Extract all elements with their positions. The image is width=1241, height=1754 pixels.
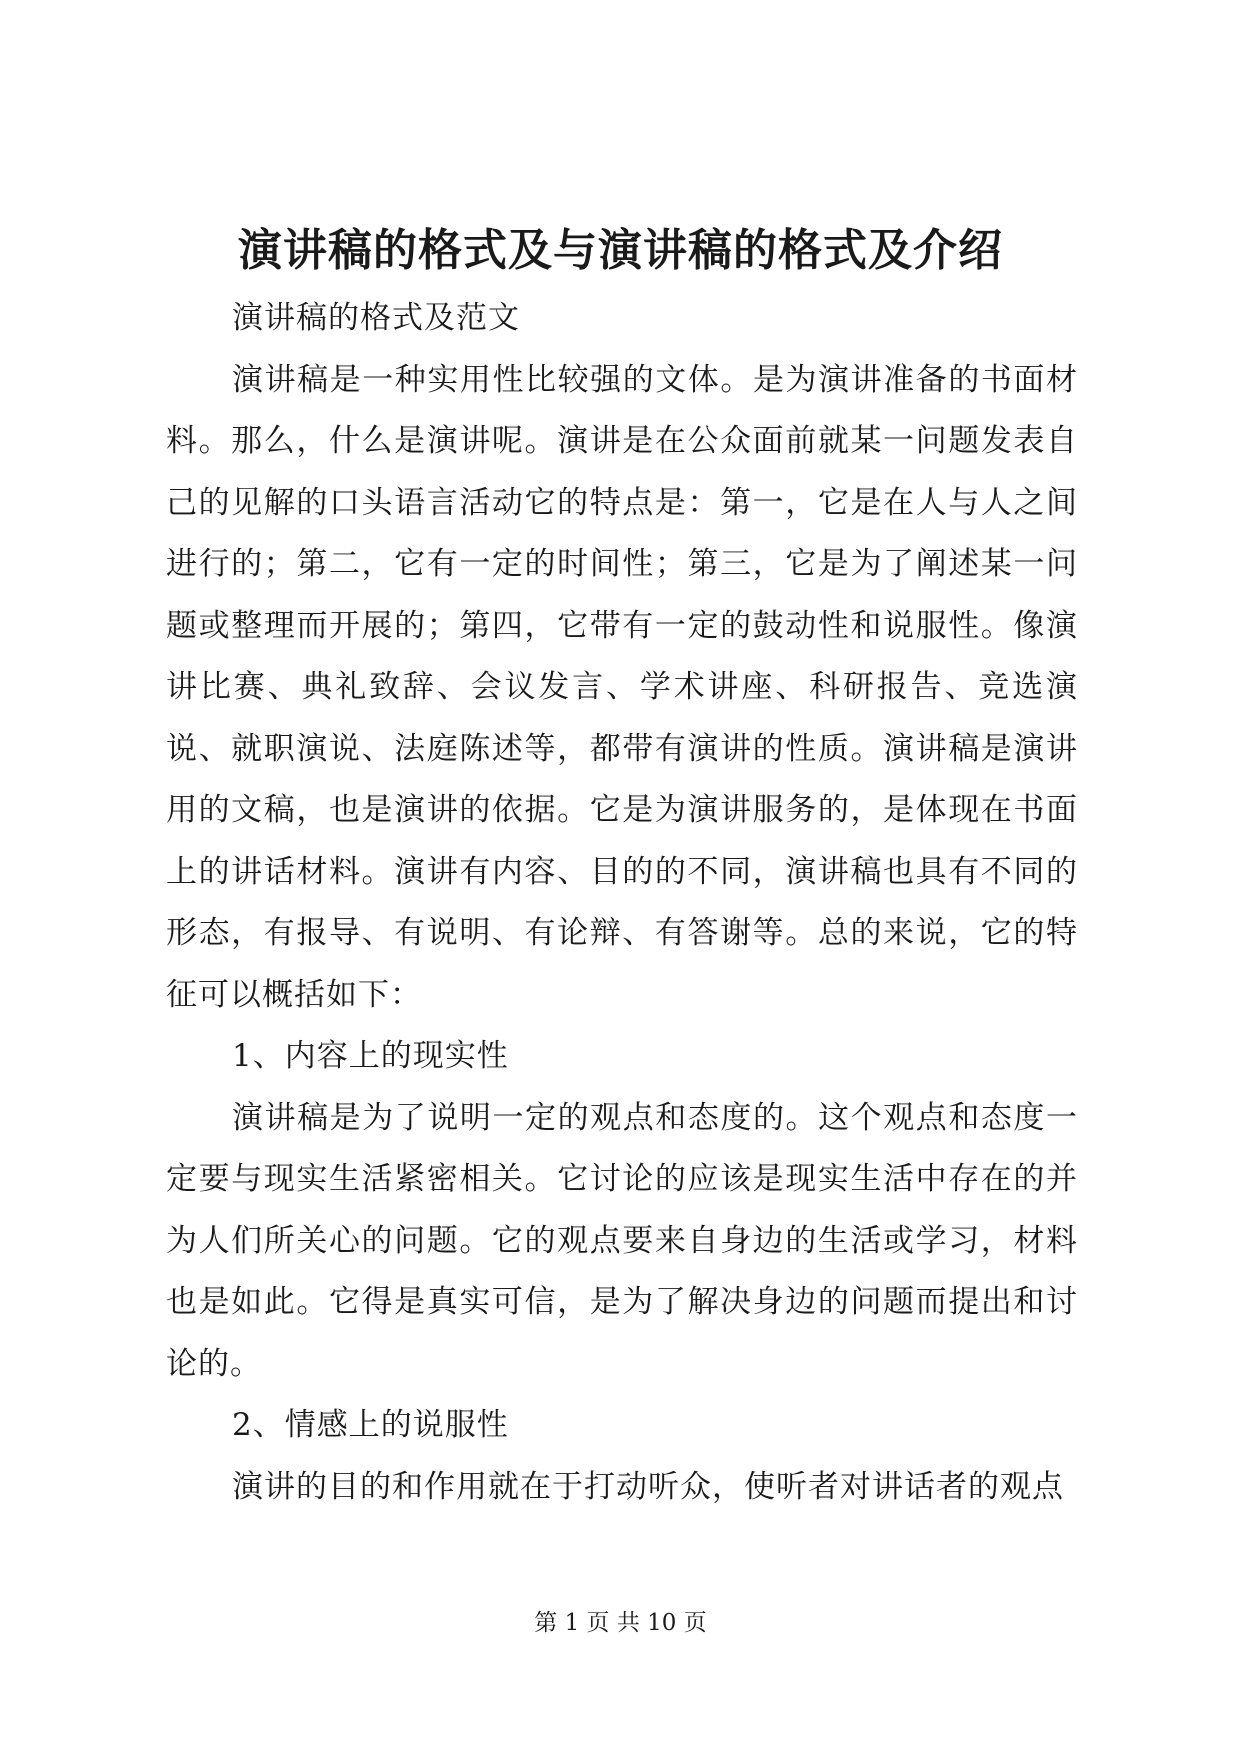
document-body — [166, 288, 1078, 1518]
section-paragraph-2: 演讲的目的和作用就在于打动听众，使听者对讲话者的观点 — [232, 1468, 1064, 1505]
section-heading-1: 1、内容上的现实性 — [232, 1038, 509, 1074]
page-number-footer: 第 1 页 共 10 页 — [534, 1610, 707, 1636]
subtitle-paragraph: 演讲稿的格式及范文 — [232, 300, 520, 336]
document-title: 演讲稿的格式及与演讲稿的格式及介绍 — [238, 225, 1003, 276]
section-heading-2: 2、情感上的说服性 — [232, 1407, 509, 1443]
intro-paragraph: 演讲稿是一种实用性比较强的文体。是为演讲准备的书面材料。那么，什么是演讲呢。演讲是在公众面前就某一问题发表自己的见解的口头语言活动它的特点是：第一，它是在人与人之间进行的；第二，它有一定的时间性；第三，它是为了阐述某一问题或整理而开展的；第四，它带有一定的鼓动性和说服性。像演讲比赛、典礼致辞、会议发言、学术讲座、科研报告、竞选演说、就职演说、法庭陈述等，都带有演讲的性质。演讲稿是演讲用的文稿，也是演讲的依据。它是为演讲服务的，是体现在书面上的讲话材料。演讲有内容、目的的不同，演讲稿也具有不同的形态，有报导、有说明、有论辩、有答谢等。总的来说，它的特征可以概括如下： — [166, 361, 1078, 1013]
section-paragraph-1: 演讲稿是为了说明一定的观点和态度的。这个观点和态度一定要与现实生活紧密相关。它讨论的应该是现实生活中存在的并为人们所关心的问题。它的观点要来自身边的生活或学习，材料也是如此。它得是真实可信，是为了解决身边的问题而提出和讨论的。 — [166, 1099, 1078, 1382]
